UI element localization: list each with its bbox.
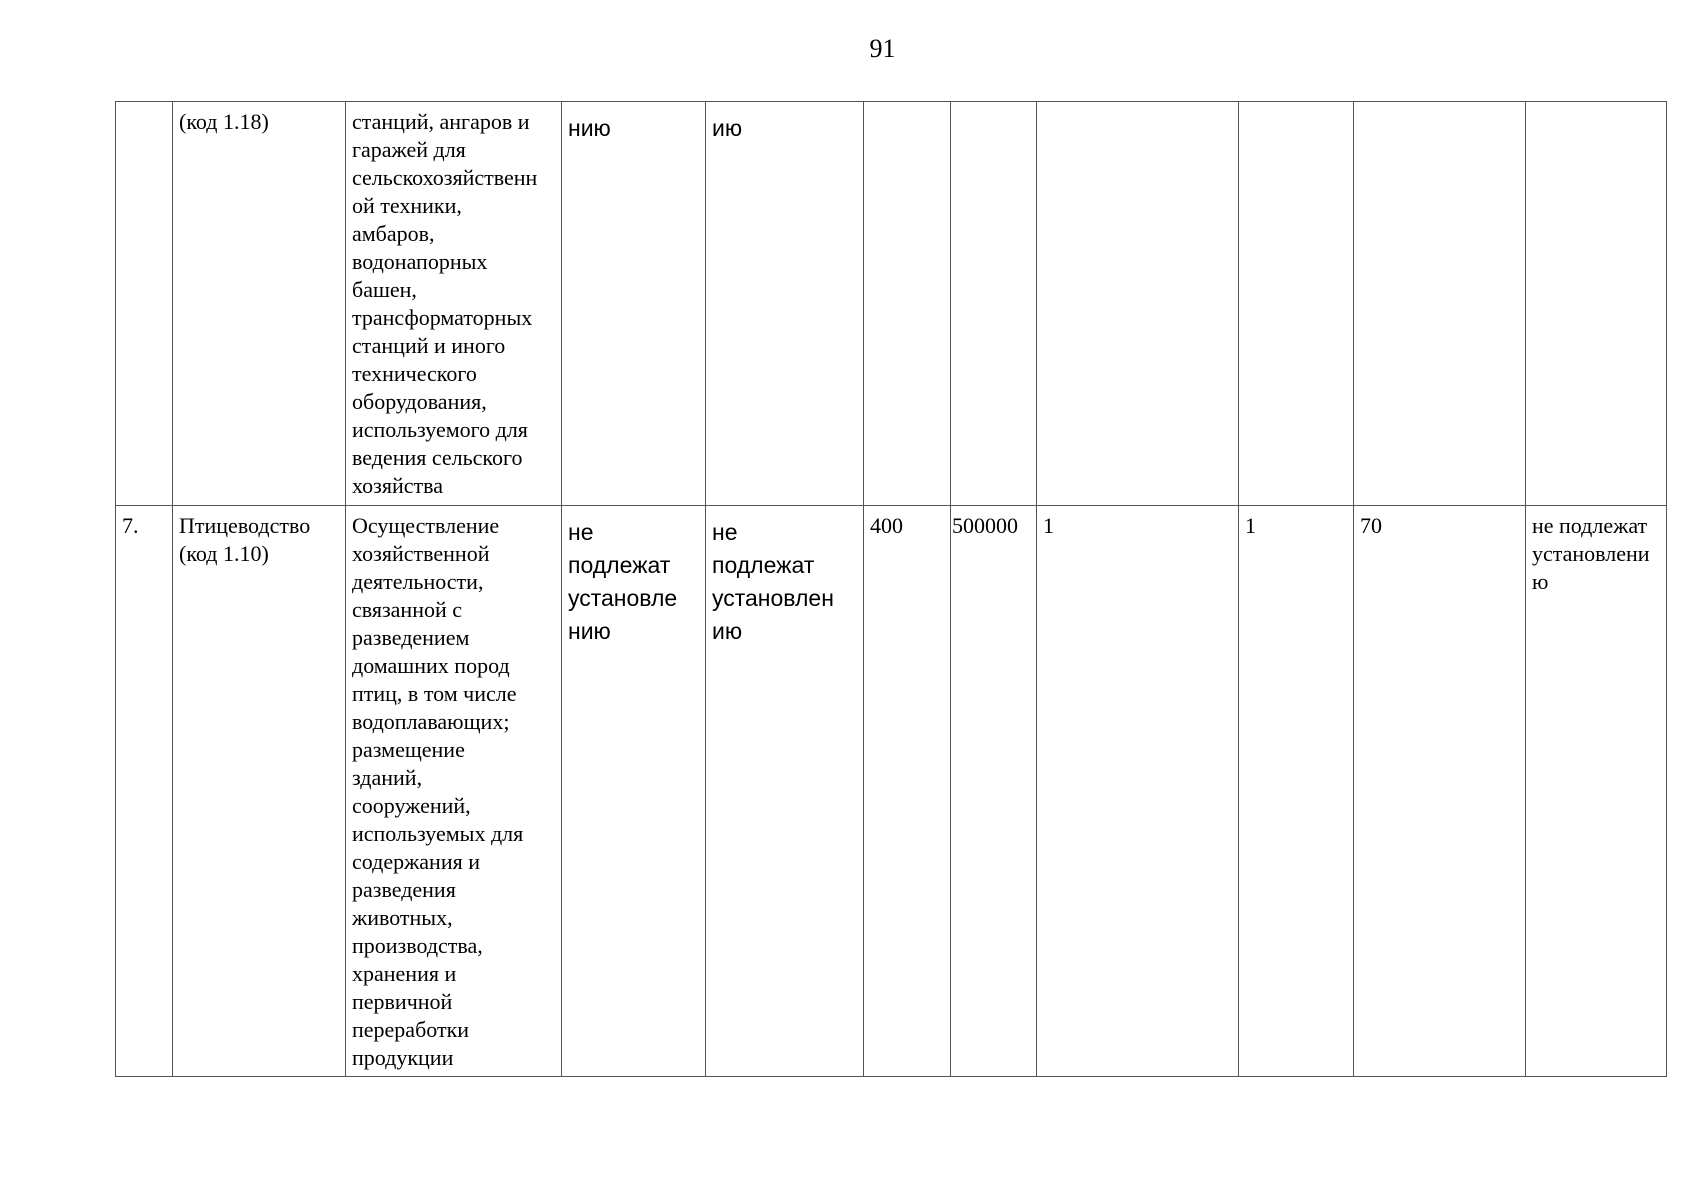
cell-min-area: 400	[864, 506, 951, 1077]
cell-number: 7.	[116, 506, 173, 1077]
cell-max-floors	[1239, 102, 1354, 506]
cell-other-params	[1526, 102, 1667, 506]
cell-min-setback	[1037, 102, 1239, 506]
cell-max-coverage: 70	[1354, 506, 1526, 1077]
cell-max-area: 500000	[951, 506, 1037, 1077]
cell-max-area	[951, 102, 1037, 506]
table-row	[116, 102, 1667, 506]
page-number: 91	[869, 34, 896, 63]
cell-use-name: (код 1.18)	[173, 102, 346, 506]
cell-parameter-2: ию	[706, 102, 864, 506]
land-use-table	[115, 101, 1667, 1077]
cell-description: Осуществление хозяйственной деятельности, связанной с разведением домашних пород птиц, в том числе водоплавающих; размещение зданий, сооружений, используемых для содержания и разведения животных, производства, хранения и первичной переработки продукции	[346, 506, 562, 1077]
cell-max-coverage	[1354, 102, 1526, 506]
cell-number	[116, 102, 173, 506]
cell-description: станций, ангаров и гаражей для сельскохозяйственн ой техники, амбаров, водонапорных башен, трансформаторных станций и иного технического оборудования, используемого для ведения сельского хозяйства	[346, 102, 562, 506]
table-row	[116, 506, 1667, 1077]
cell-parameter-1: не подлежат установле нию	[562, 506, 706, 1077]
cell-use-name: Птицеводство (код 1.10)	[173, 506, 346, 1077]
cell-parameter-1: нию	[562, 102, 706, 506]
cell-min-setback: 1	[1037, 506, 1239, 1077]
cell-parameter-2: не подлежат установлен ию	[706, 506, 864, 1077]
cell-max-floors: 1	[1239, 506, 1354, 1077]
cell-other-params: не подлежат установлени ю	[1526, 506, 1667, 1077]
cell-min-area	[864, 102, 951, 506]
